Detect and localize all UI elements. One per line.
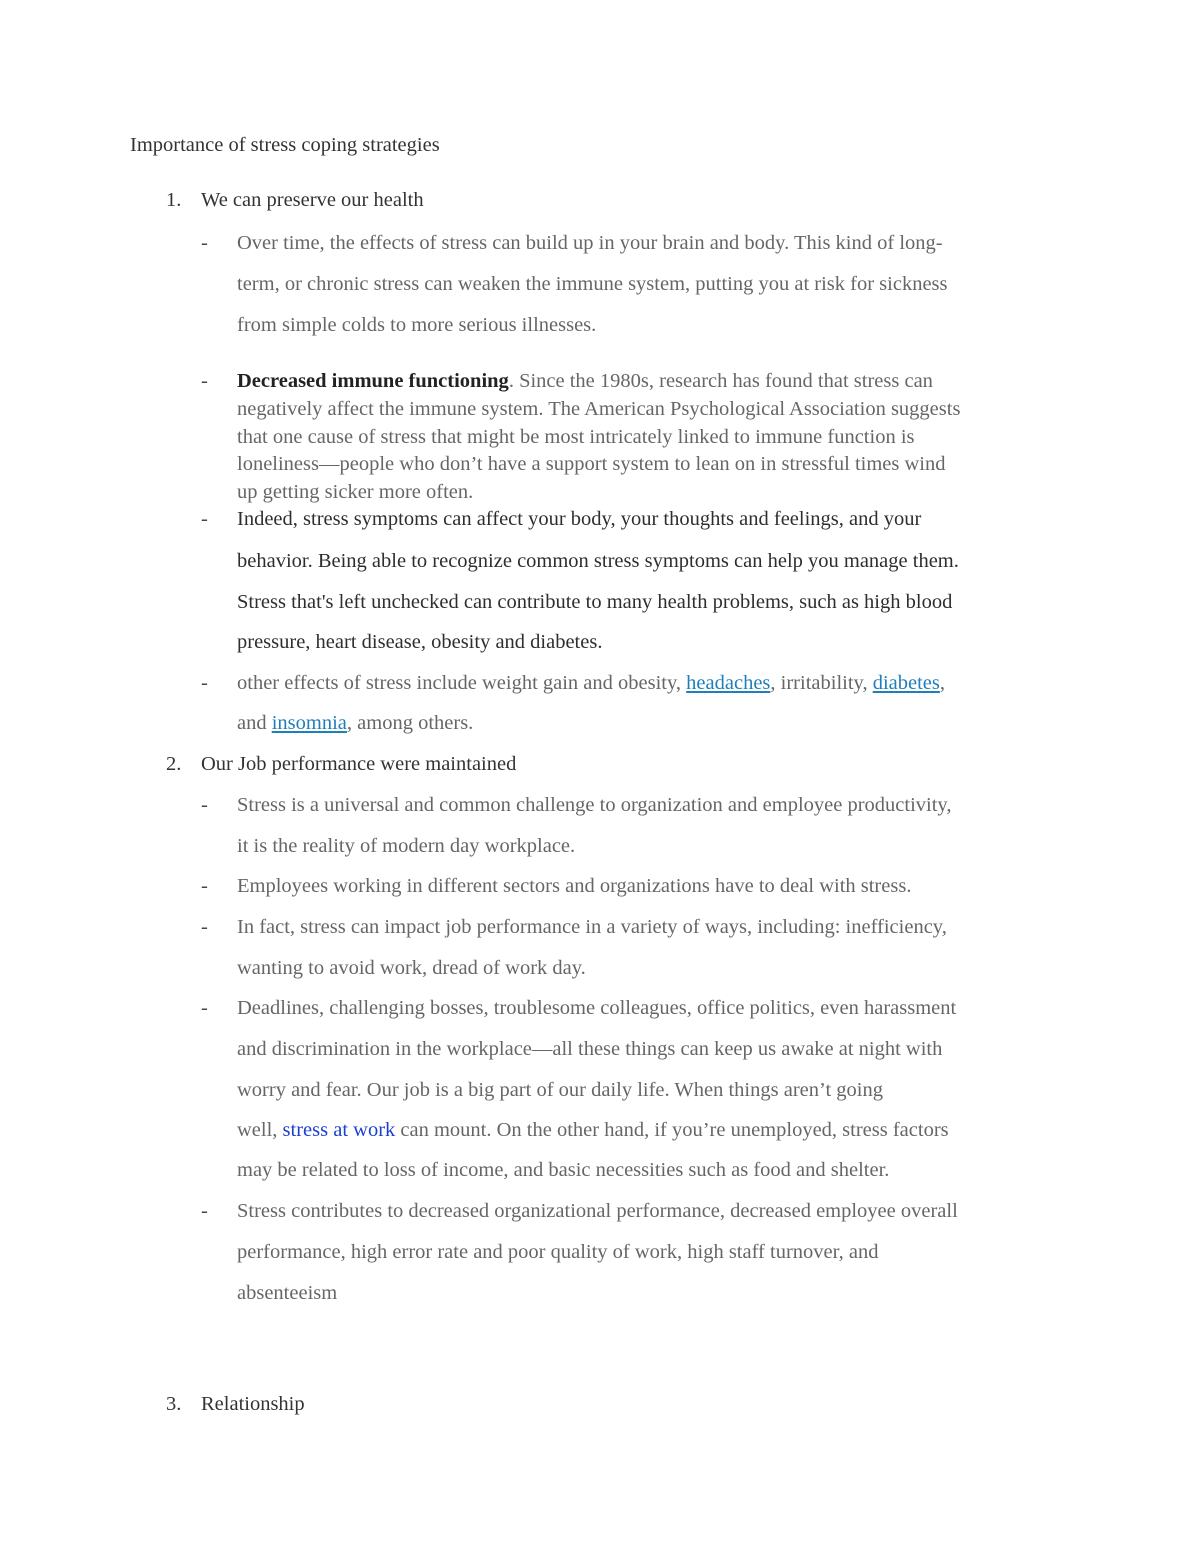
bullet-line: Stress is a universal and common challenge to organization and employee productivity, (237, 794, 952, 816)
bullet-line: Over time, the effects of stress can build up in your brain and body. This kind of long- (237, 232, 943, 254)
bullet-line: absenteeism (237, 1282, 338, 1304)
bullet-line: may be related to loss of income, and basic necessities such as food and shelter. (237, 1159, 890, 1181)
bullet-line: from simple colds to more serious illnesses. (237, 314, 597, 336)
bullet-line: performance, high error rate and poor quality of work, high staff turnover, and (237, 1241, 879, 1263)
section-heading: Relationship (201, 1393, 305, 1415)
bold-term: Decreased immune functioning (237, 370, 509, 392)
headaches-link[interactable]: headaches (686, 672, 771, 694)
bullet-text: . Since the 1980s, research has found that stress can (508, 370, 933, 392)
bullet-line: term, or chronic stress can weaken the immune system, putting you at risk for sickness (237, 273, 948, 295)
bullet-text: can mount. On the other hand, if you’re unemployed, stress factors (395, 1119, 949, 1141)
bullet-line: worry and fear. Our job is a big part of our daily life. When things aren’t going (237, 1079, 883, 1101)
bullet-line: behavior. Being able to recognize common stress symptoms can help you manage them. (237, 550, 959, 572)
bullet-line (237, 1119, 949, 1142)
bullet-text: other effects of stress include weight gain and obesity, (237, 672, 687, 694)
bullet-line (237, 672, 945, 695)
bullet-dash: - (201, 794, 208, 816)
bullet-line: pressure, heart disease, obesity and diabetes. (237, 631, 603, 653)
bullet-dash: - (201, 370, 208, 392)
bullet-dash: - (201, 997, 208, 1019)
diabetes-link[interactable]: diabetes (872, 672, 940, 694)
section-number: 3. (166, 1393, 182, 1415)
bullet-line: up getting sicker more often. (237, 481, 474, 503)
bullet-text: , among others. (346, 712, 474, 734)
section-number: 2. (166, 753, 182, 775)
section-heading: Our Job performance were maintained (201, 753, 517, 775)
bullet-text: well, (237, 1119, 283, 1141)
bullet-text: , (939, 672, 945, 694)
section-number: 1. (166, 189, 182, 211)
bullet-line: wanting to avoid work, dread of work day. (237, 957, 586, 979)
bullet-line: Employees working in different sectors and organizations have to deal with stress. (237, 875, 912, 897)
bullet-dash: - (201, 875, 208, 897)
stress-at-work-link[interactable]: stress at work (282, 1119, 396, 1141)
bullet-line: In fact, stress can impact job performance in a variety of ways, including: inefficiency, (237, 916, 947, 938)
bullet-line: Indeed, stress symptoms can affect your body, your thoughts and feelings, and your (237, 508, 922, 530)
bullet-line: and discrimination in the workplace—all these things can keep us awake at night with (237, 1038, 943, 1060)
bullet-line: Stress contributes to decreased organizational performance, decreased employee overall (237, 1200, 958, 1222)
bullet-dash: - (201, 508, 208, 530)
bullet-line: negatively affect the immune system. The American Psychological Association suggests (237, 398, 961, 420)
bullet-line: Deadlines, challenging bosses, troublesome colleagues, office politics, even harassment (237, 997, 957, 1019)
bullet-line: loneliness—people who don’t have a support system to lean on in stressful times wind (237, 453, 946, 475)
bullet-dash: - (201, 232, 208, 254)
bullet-text: , irritability, (770, 672, 873, 694)
bullet-dash: - (201, 672, 208, 694)
bullet-text: and (237, 712, 272, 734)
bullet-line: Stress that's left unchecked can contribute to many health problems, such as high blood (237, 591, 953, 613)
bullet-line (237, 370, 933, 393)
bullet-line: it is the reality of modern day workplace. (237, 835, 576, 857)
section-heading: We can preserve our health (201, 189, 424, 211)
bullet-dash: - (201, 916, 208, 938)
bullet-line: that one cause of stress that might be most intricately linked to immune function is (237, 426, 915, 448)
bullet-line (237, 712, 473, 735)
insomnia-link[interactable]: insomnia (271, 712, 347, 734)
bullet-dash: - (201, 1200, 208, 1222)
document-title: Importance of stress coping strategies (130, 134, 440, 156)
